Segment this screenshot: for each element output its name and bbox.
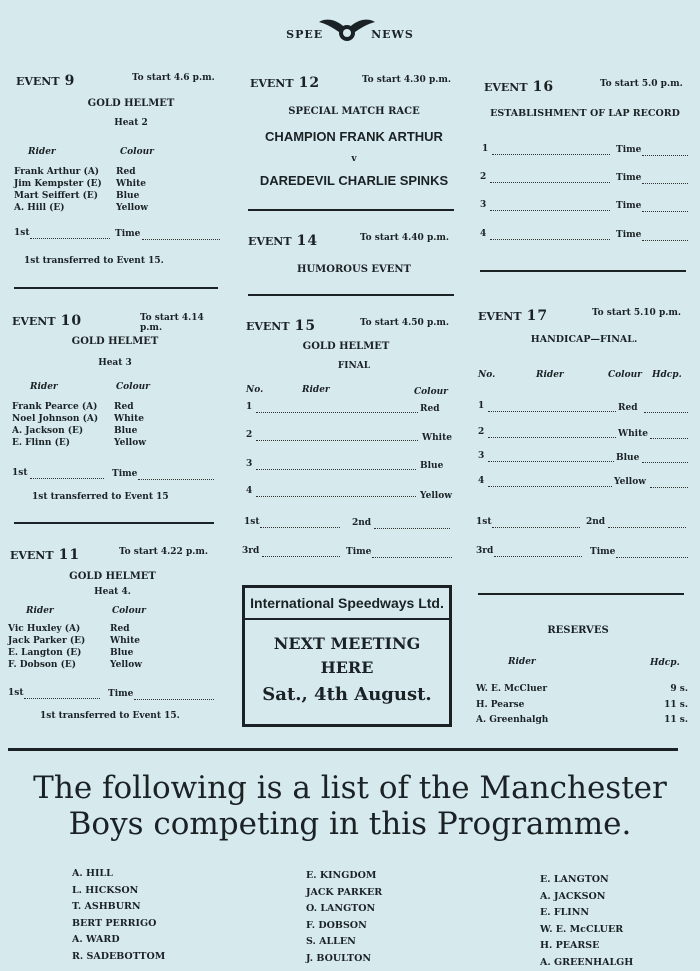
event-9 <box>16 70 226 89</box>
time-line <box>642 183 688 184</box>
rider-name: E. FLINN <box>540 905 633 922</box>
third-label: 3rd <box>242 546 259 556</box>
first-label: 1st <box>12 468 28 478</box>
rider-col-header: Rider <box>302 385 330 395</box>
entry-number: 1 <box>482 144 488 154</box>
rider-name: A. HILL <box>72 866 165 883</box>
result-line <box>494 556 582 557</box>
rider-name: L. HICKSON <box>72 883 165 900</box>
entry-number: 4 <box>478 476 484 486</box>
entry-colour: Blue <box>420 461 443 471</box>
rider-colour: Yellow <box>110 659 142 671</box>
event-9-riders <box>14 166 102 214</box>
event-11-heat: Heat 4. <box>0 587 225 597</box>
reserves-title: RESERVES <box>478 625 678 636</box>
colour-col-header: Colour <box>112 606 146 616</box>
time-line <box>642 155 688 156</box>
reserve-rider: W. E. McCluer <box>476 682 548 698</box>
start-time: To start 4.50 p.m. <box>360 318 449 328</box>
entry-colour: Red <box>618 403 638 413</box>
second-label: 2nd <box>352 518 371 528</box>
first-label: 1st <box>8 688 24 698</box>
rider-name: A. Hill (E) <box>14 202 102 214</box>
result-line <box>30 478 104 479</box>
hdcp-line <box>644 412 688 413</box>
masthead <box>0 24 700 46</box>
divider <box>480 270 686 272</box>
event-label: EVENT <box>16 75 60 88</box>
rider-name: H. PEARSE <box>540 938 633 955</box>
entry-colour: Yellow <box>614 477 646 487</box>
entry-line <box>488 411 616 412</box>
start-time: To start 4.22 p.m. <box>119 547 208 557</box>
rider-name: A. JACKSON <box>540 889 633 906</box>
event-9-name: GOLD HELMET <box>16 98 246 109</box>
masthead-left: SPEE <box>286 28 323 41</box>
time-label: Time <box>590 547 615 557</box>
result-line <box>374 528 450 529</box>
event-9-colours <box>116 166 148 214</box>
event-9-heat: Heat 2 <box>16 118 246 128</box>
divider <box>248 209 454 211</box>
time-line <box>134 699 214 700</box>
divider <box>14 522 214 524</box>
no-col-header: No. <box>478 370 495 380</box>
time-label: Time <box>115 229 140 239</box>
transfer-note: 1st transferred to Event 15. <box>24 256 164 266</box>
rider-name: R. SADEBOTTOM <box>72 949 165 966</box>
event-number: 12 <box>299 75 320 91</box>
start-time: To start 5.10 p.m. <box>592 308 681 318</box>
time-line <box>142 239 220 240</box>
rider-colour: Yellow <box>114 437 146 449</box>
hdcp-line <box>642 462 688 463</box>
result-line <box>608 527 686 528</box>
time-label: Time <box>346 547 371 557</box>
event-10-name: GOLD HELMET <box>0 336 230 347</box>
transfer-note: 1st transferred to Event 15. <box>40 711 180 721</box>
rider-name: O. LANGTON <box>306 901 382 918</box>
rider-name: Noel Johnson (A) <box>12 413 98 425</box>
rider-colour: Blue <box>110 647 142 659</box>
event-16-name: ESTABLISHMENT OF LAP RECORD <box>478 108 692 119</box>
event-number: 10 <box>61 313 82 329</box>
entry-number: 1 <box>478 401 484 411</box>
entry-colour: Yellow <box>420 491 452 501</box>
rider-name: F. Dobson (E) <box>8 659 85 671</box>
rider-name: BERT PERRIGO <box>72 916 165 933</box>
rider-colour: Red <box>116 166 148 178</box>
here-line: HERE <box>245 658 449 678</box>
rider-colour: Blue <box>114 425 146 437</box>
colour-col-header: Colour <box>120 147 154 157</box>
rider-name: T. ASHBURN <box>72 899 165 916</box>
reserve-hdcp: 11 s. <box>650 698 688 714</box>
rider-name: A. GREENHALGH <box>540 955 633 971</box>
event-number: 11 <box>59 547 80 563</box>
rider-name: A. WARD <box>72 932 165 949</box>
rider-col-header: Rider <box>28 147 56 157</box>
time-label: Time <box>616 201 641 211</box>
start-time: To start 4.30 p.m. <box>362 75 451 85</box>
entry-line <box>492 154 610 155</box>
event-11-colours <box>110 623 142 671</box>
entry-number: 3 <box>246 459 252 469</box>
event-label: EVENT <box>10 549 54 562</box>
rider-name: Frank Arthur (A) <box>14 166 102 178</box>
entry-number: 2 <box>480 172 486 182</box>
colour-col-header: Colour <box>116 382 150 392</box>
event-17 <box>478 305 690 324</box>
manchester-list-1 <box>72 866 165 965</box>
footer-heading-line2: Boys competing in this Programme. <box>0 806 700 842</box>
rider-name: E. LANGTON <box>540 872 633 889</box>
divider <box>248 294 454 296</box>
third-label: 3rd <box>476 546 493 556</box>
event-15-name: GOLD HELMET <box>240 341 452 352</box>
rider-col-header: Rider <box>508 657 536 667</box>
hdcp-col-header: Hdcp. <box>652 370 682 380</box>
event-10-heat: Heat 3 <box>0 358 230 368</box>
event-label: EVENT <box>12 315 56 328</box>
second-label: 2nd <box>586 517 605 527</box>
footer-heading <box>0 770 700 842</box>
entry-line <box>488 486 612 487</box>
time-label: Time <box>108 689 133 699</box>
event-17-name: HANDICAP—FINAL. <box>478 334 690 345</box>
event-label: EVENT <box>246 320 290 333</box>
event-number: 9 <box>65 73 76 89</box>
start-time: To start 4.40 p.m. <box>360 233 449 243</box>
transfer-note: 1st transferred to Event 15 <box>32 492 169 502</box>
event-10-riders <box>12 401 98 449</box>
time-line <box>642 240 688 241</box>
manchester-list-3 <box>540 872 633 971</box>
divider <box>478 593 684 595</box>
entry-colour: White <box>422 433 452 443</box>
rider-colour: Yellow <box>116 202 148 214</box>
entry-number: 1 <box>246 402 252 412</box>
entry-line <box>490 239 610 240</box>
rider-name: S. ALLEN <box>306 934 382 951</box>
rider-colour: White <box>114 413 146 425</box>
first-label: 1st <box>476 517 492 527</box>
manchester-list-2 <box>306 868 382 967</box>
time-line <box>616 557 688 558</box>
footer-heading-line1: The following is a list of the Manchester <box>0 770 700 806</box>
rider-name: Jack Parker (E) <box>8 635 85 647</box>
reserve-rider: A. Greenhalgh <box>476 713 548 729</box>
rider-col-header: Rider <box>26 606 54 616</box>
winged-wheel-icon <box>317 24 377 46</box>
event-11-riders <box>8 623 85 671</box>
entry-line <box>488 461 614 462</box>
event-number: 17 <box>527 308 548 324</box>
event-12 <box>250 72 460 91</box>
masthead-right: NEWS <box>371 28 414 41</box>
divider <box>14 287 218 289</box>
champion-line: CHAMPION FRANK ARTHUR <box>248 129 460 144</box>
entry-line <box>488 437 616 438</box>
event-11 <box>10 544 225 563</box>
start-time: To start 5.0 p.m. <box>600 79 683 89</box>
start-time: To start 4.14 p.m. <box>140 313 222 333</box>
reserve-rider: H. Pearse <box>476 698 548 714</box>
rider-col-header: Rider <box>536 370 564 380</box>
time-line <box>138 479 214 480</box>
rider-colour: Red <box>110 623 142 635</box>
entry-number: 4 <box>480 229 486 239</box>
colour-col-header: Colour <box>608 370 642 380</box>
hdcp-line <box>650 438 688 439</box>
entry-line <box>256 469 416 470</box>
entry-number: 3 <box>478 451 484 461</box>
event-10-colours <box>114 401 146 449</box>
rider-name: W. E. McCLUER <box>540 922 633 939</box>
first-label: 1st <box>244 517 260 527</box>
time-label: Time <box>616 145 641 155</box>
rider-name: Mart Seiffert (E) <box>14 190 102 202</box>
reserves-hdcps <box>650 682 688 729</box>
rider-name: JACK PARKER <box>306 885 382 902</box>
rider-name: Frank Pearce (A) <box>12 401 98 413</box>
company-name: International Speedways Ltd. <box>245 588 449 620</box>
rider-colour: White <box>116 178 148 190</box>
entry-line <box>256 496 416 497</box>
hdcp-line <box>650 487 688 488</box>
time-label: Time <box>616 230 641 240</box>
rider-name: A. Jackson (E) <box>12 425 98 437</box>
next-meeting-box <box>242 585 452 727</box>
time-label: Time <box>616 173 641 183</box>
reserve-hdcp: 11 s. <box>650 713 688 729</box>
time-label: Time <box>112 469 137 479</box>
colour-col-header: Colour <box>414 387 448 397</box>
next-meeting-line: NEXT MEETING <box>245 634 449 654</box>
footer-rule <box>8 748 678 751</box>
entry-line <box>256 412 418 413</box>
first-label: 1st <box>14 228 30 238</box>
hdcp-col-header: Hdcp. <box>650 658 680 668</box>
result-line <box>24 698 100 699</box>
rider-col-header: Rider <box>30 382 58 392</box>
reserves-riders <box>476 682 548 729</box>
result-line <box>30 238 110 239</box>
entry-colour: Red <box>420 404 440 414</box>
event-number: 14 <box>297 233 318 249</box>
entry-number: 2 <box>478 427 484 437</box>
entry-number: 4 <box>246 486 252 496</box>
event-16 <box>484 76 694 95</box>
rider-name: Jim Kempster (E) <box>14 178 102 190</box>
entry-line <box>256 440 418 441</box>
entry-line <box>490 210 610 211</box>
rider-colour: Red <box>114 401 146 413</box>
rider-name: Vic Huxley (A) <box>8 623 85 635</box>
event-label: EVENT <box>478 310 522 323</box>
meeting-date: Sat., 4th August. <box>245 684 449 706</box>
time-line <box>642 211 688 212</box>
event-10 <box>12 310 222 329</box>
entry-line <box>490 182 610 183</box>
rider-name: J. BOULTON <box>306 951 382 968</box>
start-time: To start 4.6 p.m. <box>132 73 215 83</box>
rider-colour: White <box>110 635 142 647</box>
event-14-name: HUMOROUS EVENT <box>248 264 460 275</box>
event-number: 16 <box>533 79 554 95</box>
event-14 <box>248 230 458 249</box>
event-label: EVENT <box>250 77 294 90</box>
result-line <box>260 527 340 528</box>
event-11-name: GOLD HELMET <box>0 571 225 582</box>
rider-name: E. Langton (E) <box>8 647 85 659</box>
versus: v <box>248 154 460 164</box>
entry-number: 3 <box>480 200 486 210</box>
no-col-header: No. <box>246 385 263 395</box>
event-label: EVENT <box>484 81 528 94</box>
entry-number: 2 <box>246 430 252 440</box>
rider-name: F. DOBSON <box>306 918 382 935</box>
reserve-hdcp: 9 s. <box>650 682 688 698</box>
result-line <box>262 556 340 557</box>
entry-colour: Blue <box>616 453 639 463</box>
event-number: 15 <box>295 318 316 334</box>
daredevil-line: DAREDEVIL CHARLIE SPINKS <box>248 173 460 188</box>
rider-colour: Blue <box>116 190 148 202</box>
event-label: EVENT <box>248 235 292 248</box>
entry-colour: White <box>618 429 648 439</box>
event-12-name: SPECIAL MATCH RACE <box>248 106 460 117</box>
rider-name: E. KINGDOM <box>306 868 382 885</box>
event-15-sub: FINAL <box>248 361 460 371</box>
event-15 <box>246 315 456 334</box>
result-line <box>492 527 580 528</box>
rider-name: E. Flinn (E) <box>12 437 98 449</box>
time-line <box>372 557 452 558</box>
